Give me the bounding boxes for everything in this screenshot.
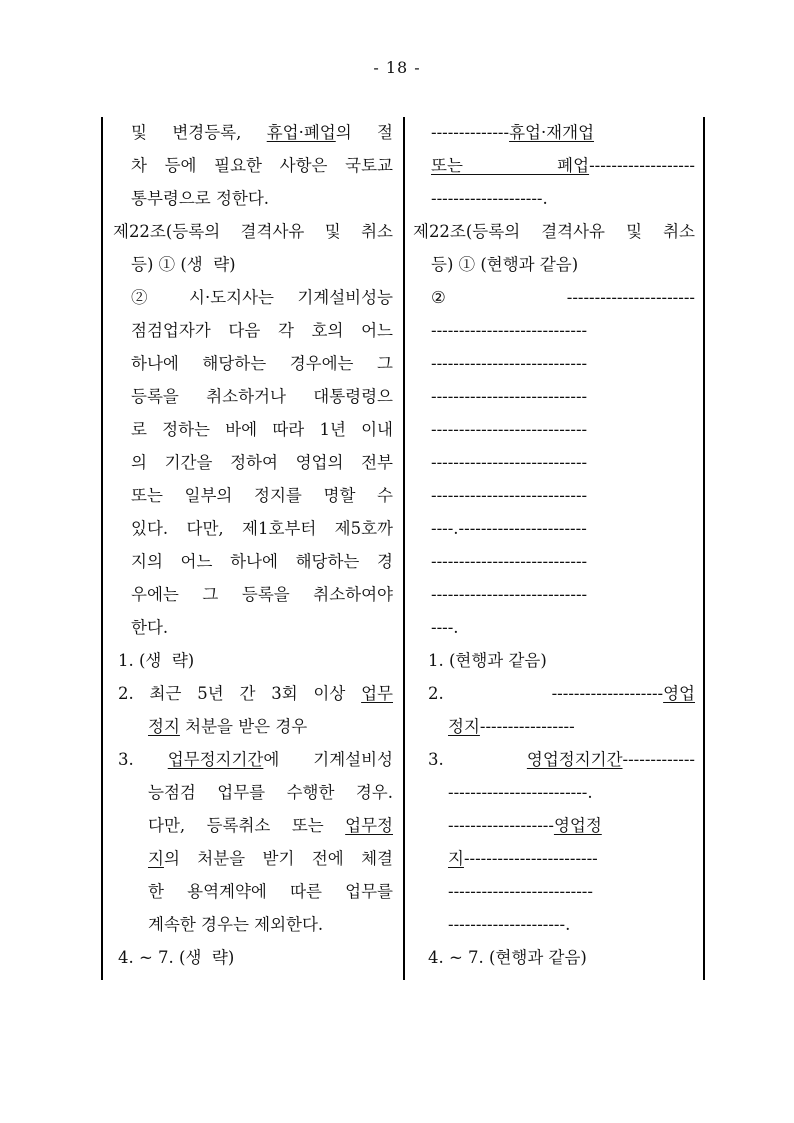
text-line: 점검업자가 다음 각 호의 어느	[131, 321, 393, 340]
text-line: 또는 일부의 정지를 명할 수	[131, 486, 393, 505]
text-line: ----------------------------	[431, 354, 588, 373]
column-divider-line	[403, 117, 405, 980]
text-line: 능점검 업무를 수행한 경우.	[148, 783, 393, 802]
text-line: ② -----------------------	[431, 288, 695, 307]
text-line: 등) ① (생 략)	[131, 255, 236, 274]
text-line: ----.	[431, 618, 459, 637]
text-line: 하나에 해당하는 경우에는 그	[131, 354, 393, 373]
text-line: ----------------------------	[431, 552, 588, 571]
text-line: 의 기간을 정하여 영업의 전부	[131, 453, 393, 472]
list-item: 3. 업무정지기간에 기계설비성	[118, 750, 393, 769]
text-line: 지의 어느 하나에 해당하는 경	[131, 552, 393, 571]
right-border-line	[703, 117, 705, 980]
text-line: ----------------------------	[431, 453, 588, 472]
text-line: 정지-----------------	[448, 717, 575, 736]
page-number: - 18 -	[373, 58, 421, 77]
text-line: ② 시·도지사는 기계설비성능	[131, 288, 393, 307]
text-line: 통부령으로 정한다.	[131, 189, 270, 208]
list-item: 2. --------------------영업	[428, 684, 695, 703]
text-line: 등록을 취소하거나 대통령령으	[131, 387, 393, 406]
text-line: ----------------------------	[431, 420, 588, 439]
text-line: 지의 처분을 받기 전에 체결	[148, 849, 393, 868]
list-item: 3. 영업정지기간-------------	[428, 750, 695, 769]
text-line: 또는 폐업-------------------	[431, 156, 695, 175]
text-line: --------------휴업·재개업	[431, 123, 595, 142]
text-line: -------------------------.	[448, 783, 593, 802]
text-line: --------------------------	[448, 882, 593, 901]
text-line: 있다. 다만, 제1호부터 제5호까	[131, 519, 393, 538]
text-line: ----------------------------	[431, 585, 588, 604]
text-line: ----------------------------	[431, 321, 588, 340]
list-item: 1. (생 략)	[118, 651, 195, 670]
text-line: 정지 처분을 받은 경우	[148, 717, 308, 736]
text-line: --------------------.	[431, 189, 548, 208]
list-item: 2. 최근 5년 간 3회 이상 업무	[118, 684, 393, 703]
text-line: 등) ① (현행과 같음)	[431, 255, 579, 274]
article-heading: 제22조(등록의 결격사유 및 취소	[413, 222, 695, 241]
text-line: 우에는 그 등록을 취소하여야	[131, 585, 393, 604]
text-line: ---------------------.	[448, 915, 571, 934]
text-line: 다만, 등록취소 또는 업무정	[148, 816, 393, 835]
text-line: 로 정하는 바에 따라 1년 이내	[131, 420, 393, 439]
list-item: 4. ~ 7. (생 략)	[118, 948, 235, 967]
text-line: 계속한 경우는 제외한다.	[148, 915, 324, 934]
text-line: ----.-----------------------	[431, 519, 587, 538]
text-line: 한 용역계약에 따른 업무를	[148, 882, 393, 901]
text-line: 및 변경등록, 휴업·폐업의 절	[131, 123, 393, 142]
text-line: 지------------------------	[448, 849, 598, 868]
left-border-line	[101, 117, 103, 980]
list-item: 1. (현행과 같음)	[428, 651, 547, 670]
text-line: ----------------------------	[431, 387, 588, 406]
text-line: ----------------------------	[431, 486, 588, 505]
text-line: 한다.	[131, 618, 169, 637]
list-item: 4. ~ 7. (현행과 같음)	[428, 948, 587, 967]
text-line: -------------------영업정	[448, 816, 602, 835]
text-line: 차 등에 필요한 사항은 국토교	[131, 156, 393, 175]
article-heading: 제22조(등록의 결격사유 및 취소	[113, 222, 393, 241]
